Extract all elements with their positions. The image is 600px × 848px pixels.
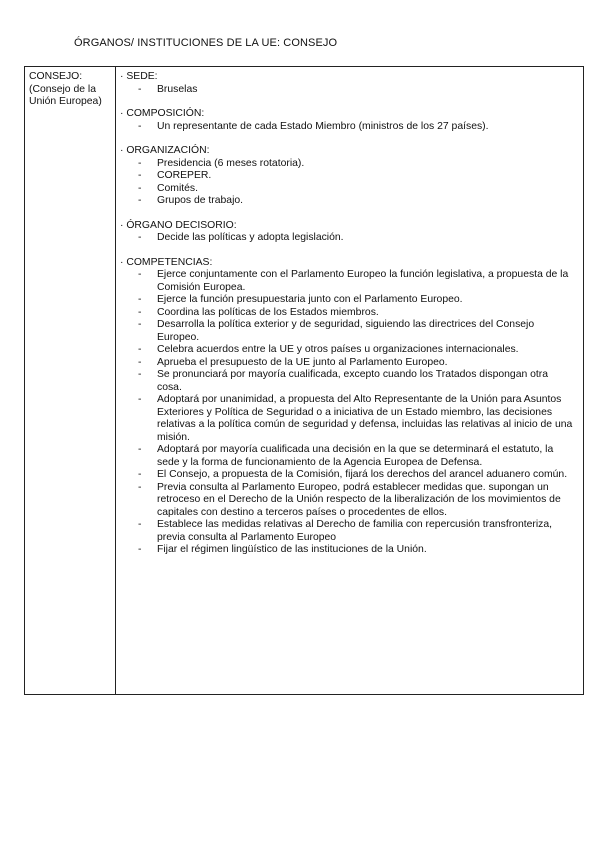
list-item: - COREPER. — [120, 170, 575, 183]
list-item: - Previa consulta al Parlamento Europeo, podrá establecer medidas que. supongan un retroceso en el Derecho de la Unión respecto de la liberalización de los movimientos de capitales con destino a terceros países o procedentes de ellos. — [120, 482, 575, 520]
section-title: · ORGANIZACIÓN: — [120, 145, 210, 156]
list-item: - El Consejo, a propuesta de la Comisión, fijará los derechos del arancel aduanero común. — [120, 469, 575, 482]
section-list — [120, 232, 575, 245]
list-item: - Adoptará por unanimidad, a propuesta del Alto Representante de la Unión para Asuntos Exteriores y Política de Seguridad o a iniciativa de un Estado miembro, las decisiones relativas a la política común de seguridad y defensa, incluidas las relativas al inicio de una misión. — [120, 394, 575, 444]
list-item: - Fijar el régimen lingüístico de las instituciones de la Unión. — [120, 544, 575, 557]
content-table — [24, 66, 584, 695]
list-item: - Bruselas — [120, 84, 575, 97]
institution-label-line: CONSEJO: — [29, 71, 83, 82]
list-item: - Coordina las políticas de los Estados miembros. — [120, 307, 575, 320]
section-list — [120, 121, 575, 134]
section-organizacion — [120, 145, 575, 208]
list-item: - Se pronunciará por mayoría cualificada, excepto cuando los Tratados dispongan otra cosa. — [120, 369, 575, 394]
list-item: - Desarrolla la política exterior y de seguridad, siguiendo las directrices del Consejo Europeo. — [120, 319, 575, 344]
institution-label-cell — [25, 67, 116, 694]
list-item: - Presidencia (6 meses rotatoria). — [120, 158, 575, 171]
list-item: - Ejerce la función presupuestaria junto con el Parlamento Europeo. — [120, 294, 575, 307]
section-title: · SEDE: — [120, 71, 158, 82]
section-organo-decisorio — [120, 220, 575, 245]
list-item: - Decide las políticas y adopta legislación. — [120, 232, 575, 245]
list-item: - Establece las medidas relativas al Derecho de familia con repercusión transfronteriza, previa consulta al Parlamento Europeo — [120, 519, 575, 544]
section-competencias — [120, 257, 575, 557]
list-item: - Comités. — [120, 183, 575, 196]
list-item: - Aprueba el presupuesto de la UE junto al Parlamento Europeo. — [120, 357, 575, 370]
details-cell — [116, 67, 583, 694]
section-sede — [120, 71, 575, 96]
list-item: - Un representante de cada Estado Miembro (ministros de los 27 países). — [120, 121, 575, 134]
section-title: · COMPOSICIÓN: — [120, 108, 205, 119]
document-title: ÓRGANOS/ INSTITUCIONES DE LA UE: CONSEJO — [74, 37, 338, 49]
section-list — [120, 269, 575, 557]
section-title: · ÓRGANO DECISORIO: — [120, 219, 237, 231]
section-list — [120, 84, 575, 97]
section-composicion — [120, 108, 575, 133]
section-list — [120, 158, 575, 208]
list-item: - Grupos de trabajo. — [120, 195, 575, 208]
section-title: · COMPETENCIAS: — [120, 256, 213, 268]
institution-label-line: (Consejo de la — [29, 83, 97, 95]
list-item: - Adoptará por mayoría cualificada una decisión en la que se determinará el estatuto, la sede y la forma de funcionamiento de la Agencia Europea de Defensa. — [120, 444, 575, 469]
list-item: - Ejerce conjuntamente con el Parlamento Europeo la función legislativa, a propuesta de la Comisión Europea. — [120, 269, 575, 294]
institution-label-line: Unión Europea) — [29, 96, 102, 107]
list-item: - Celebra acuerdos entre la UE y otros países u organizaciones internacionales. — [120, 344, 575, 357]
